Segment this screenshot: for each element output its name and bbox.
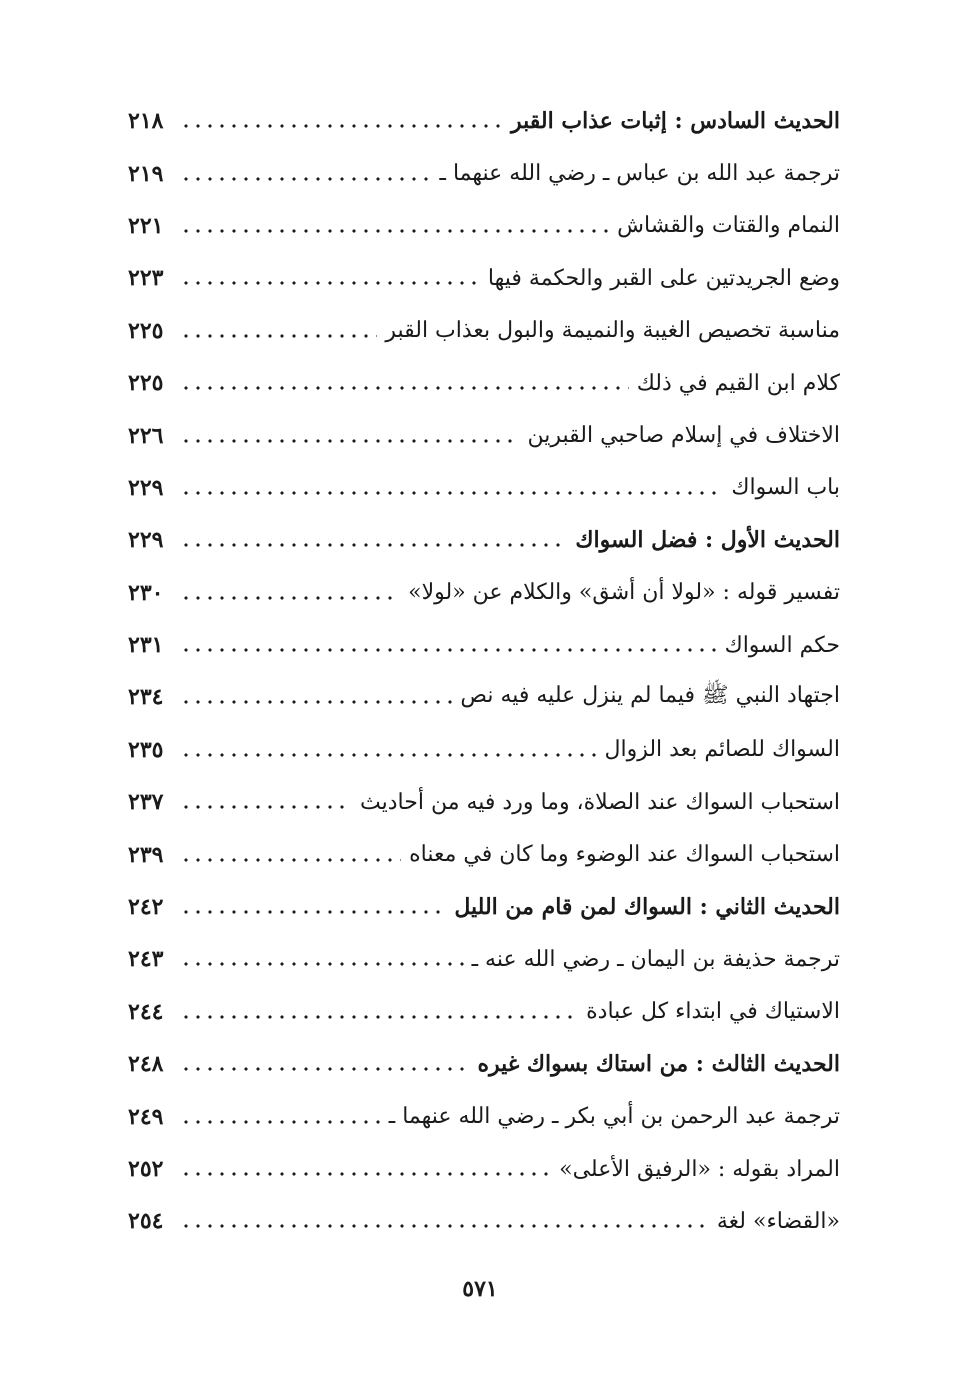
toc-entry-page: ٢٣٧ <box>128 789 164 816</box>
toc-entry-page: ٢٢٦ <box>128 422 164 449</box>
table-of-contents <box>128 95 840 1248</box>
toc-entry <box>128 95 840 147</box>
toc-entry-page: ٢١٩ <box>128 160 164 187</box>
toc-entry <box>128 986 840 1038</box>
toc-entry-page: ٢١٨ <box>128 108 164 135</box>
dot-leader <box>180 1015 578 1019</box>
toc-entry-page: ٢٢٥ <box>128 317 164 344</box>
toc-entry <box>128 1090 840 1142</box>
toc-entry-title: السواك للصائم بعد الزوال <box>604 737 840 763</box>
dot-leader <box>180 805 352 809</box>
toc-entry-title: الاستياك في ابتداء كل عبادة <box>586 999 840 1025</box>
toc-entry-title: باب السواك <box>731 475 840 501</box>
dot-leader <box>180 177 432 181</box>
toc-entry-title: استحباب السواك عند الصلاة، وما ورد فيه من أحاديث <box>360 789 840 815</box>
dot-leader <box>180 700 452 704</box>
dot-leader <box>180 596 400 600</box>
toc-entry-title: المراد بقوله : «الرفيق الأعلى» <box>559 1156 840 1182</box>
toc-entry-page: ٢٣٥ <box>128 736 164 763</box>
toc-entry <box>128 776 840 828</box>
toc-entry-page: ٢٢٩ <box>128 527 164 554</box>
toc-entry-heading: الحديث الأول : فضل السواك <box>575 527 840 554</box>
toc-entry-title: مناسبة تخصيص الغيبة والنميمة والبول بعذاب القبر <box>385 318 840 344</box>
toc-entry <box>128 1195 840 1247</box>
toc-entry-page: ٢٣٤ <box>128 684 164 711</box>
toc-entry-title: الاختلاف في إسلام صاحبي القبرين <box>527 423 840 449</box>
toc-entry <box>128 147 840 199</box>
dot-leader <box>180 1224 709 1228</box>
toc-entry-page: ٢٣٠ <box>128 579 164 606</box>
toc-entry <box>128 1143 840 1195</box>
toc-entry-page: ٢٢٩ <box>128 474 164 501</box>
toc-entry-title: اجتهاد النبي ﷺ فيما لم ينزل عليه فيه نص <box>460 683 840 709</box>
dot-leader <box>180 124 503 128</box>
toc-entry <box>128 828 840 880</box>
dot-leader <box>180 439 519 443</box>
toc-entry <box>128 305 840 357</box>
toc-entry-title: ترجمة عبد الرحمن بن أبي بكر ـ رضي الله عنهما ـ <box>388 1104 840 1130</box>
dot-leader <box>180 491 723 495</box>
toc-entry-page: ٢٣٩ <box>128 841 164 868</box>
dot-leader <box>180 229 609 233</box>
dot-leader <box>180 962 464 966</box>
toc-entry <box>128 409 840 461</box>
toc-entry-page: ٢٢٥ <box>128 370 164 397</box>
dot-leader <box>180 910 446 914</box>
toc-entry-title: وضع الجريدتين على القبر والحكمة فيها <box>487 265 840 291</box>
toc-entry <box>128 933 840 985</box>
toc-entry <box>128 252 840 304</box>
dot-leader <box>180 648 717 652</box>
dot-leader <box>180 543 567 547</box>
dot-leader <box>180 753 596 757</box>
dot-leader <box>180 334 377 338</box>
toc-entry <box>128 619 840 671</box>
toc-entry-page: ٢٥٢ <box>128 1156 164 1182</box>
toc-entry-title: ترجمة حذيفة بن اليمان ـ رضي الله عنه ـ <box>471 946 840 972</box>
toc-entry <box>128 357 840 409</box>
toc-entry-page: ٢٢١ <box>128 212 164 239</box>
toc-entry <box>128 514 840 566</box>
toc-entry-page: ٢٤٩ <box>128 1103 164 1130</box>
dot-leader <box>180 281 480 285</box>
page-number: ٥٧١ <box>462 1276 498 1302</box>
toc-entry <box>128 881 840 933</box>
toc-entry <box>128 1038 840 1090</box>
toc-entry <box>128 567 840 619</box>
dot-leader <box>180 858 401 862</box>
toc-entry-page: ٢٣١ <box>128 632 164 659</box>
dot-leader <box>180 1172 551 1176</box>
toc-entry <box>128 462 840 514</box>
toc-entry <box>128 724 840 776</box>
toc-entry <box>128 671 840 723</box>
toc-entry-page: ٢٤٢ <box>128 894 164 921</box>
toc-entry-title: النمام والقتات والقشاش <box>617 213 840 239</box>
toc-entry-heading: الحديث الثالث : من استاك بسواك غيره <box>477 1051 840 1078</box>
toc-entry <box>128 200 840 252</box>
dot-leader <box>180 386 629 390</box>
toc-entry-title: حكم السواك <box>724 632 840 658</box>
toc-entry-heading: الحديث السادس : إثبات عذاب القبر <box>510 108 840 135</box>
toc-entry-page: ٢٢٣ <box>128 265 164 292</box>
toc-entry-page: ٢٤٨ <box>128 1051 164 1078</box>
toc-entry-heading: الحديث الثاني : السواك لمن قام من الليل <box>454 894 840 921</box>
dot-leader <box>180 1120 381 1124</box>
toc-entry-title: تفسير قوله : «لولا أن أشق» والكلام عن «لولا» <box>408 580 840 606</box>
toc-entry-title: استحباب السواك عند الوضوء وما كان في معناه <box>409 842 840 868</box>
toc-entry-title: كلام ابن القيم في ذلك <box>636 370 840 396</box>
toc-entry-title: ترجمة عبد الله بن عباس ـ رضي الله عنهما ـ <box>439 161 840 187</box>
toc-entry-page: ٢٥٤ <box>128 1208 164 1235</box>
toc-entry-page: ٢٤٣ <box>128 946 164 973</box>
dot-leader <box>180 1067 469 1071</box>
toc-entry-page: ٢٤٤ <box>128 998 164 1025</box>
toc-entry-title: «القضاء» لغة <box>716 1208 840 1234</box>
